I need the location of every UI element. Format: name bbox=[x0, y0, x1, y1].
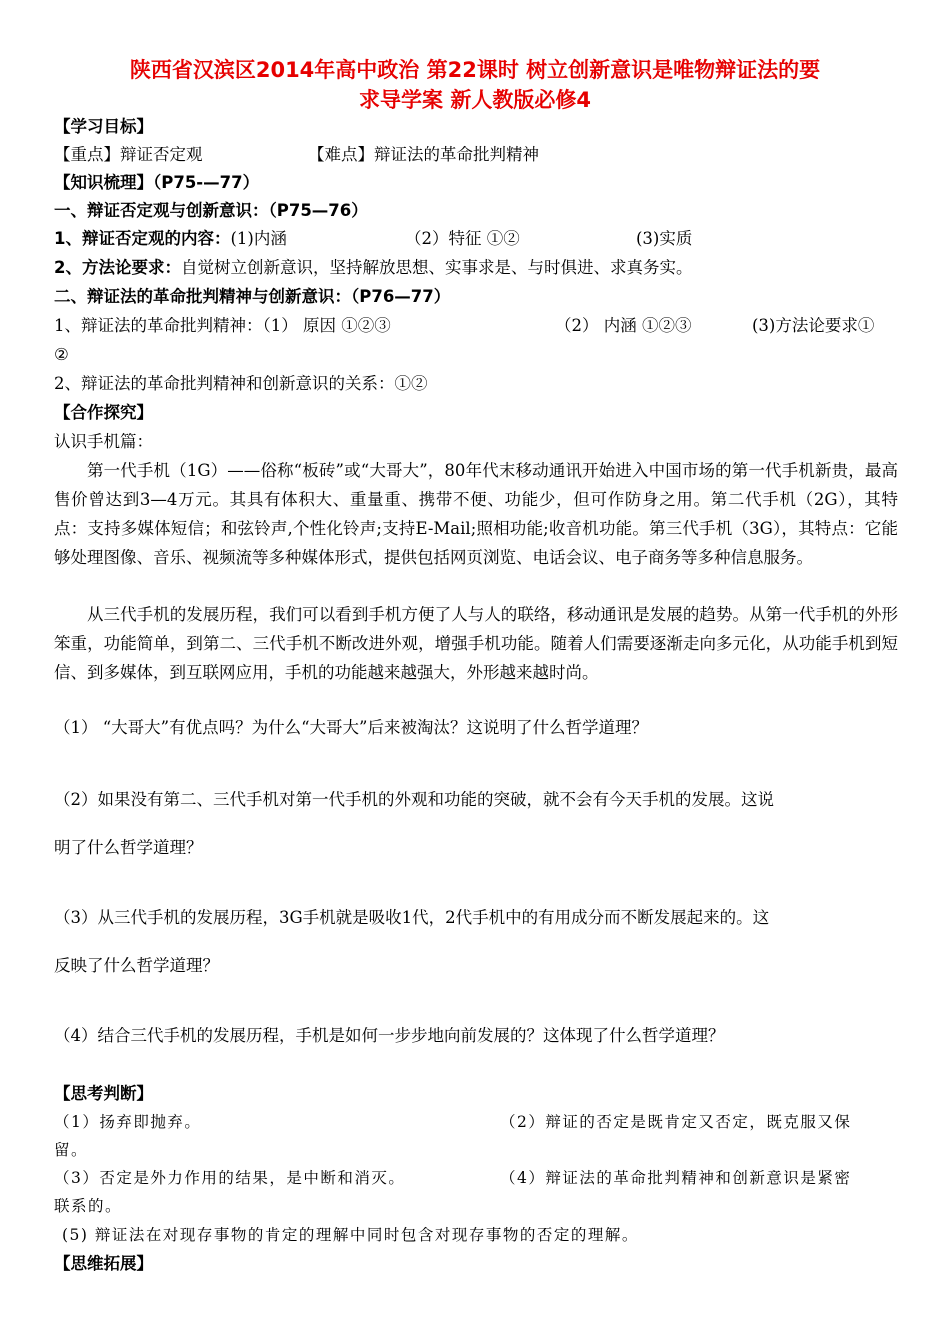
difficulty: 【难点】辩证法的革命批判精神 bbox=[308, 145, 539, 164]
s1-item2 bbox=[54, 256, 692, 280]
judge-item-5: (5) 辩证法在对现存事物的肯定的理解中同时包含对现存事物的否定的理解。 bbox=[62, 1226, 639, 1244]
phone-history-paragraph-1: 第一代手机（1G）——俗称“板砖”或“大哥大”，80年代末移动通讯开始进入中国市场的第一代手机新贵，最高售价曾达到3—4万元。其具有体积大、重量重、携带不便、功能少，但可作防身之用。第二代手机（2G），其特点：支持多媒体短信；和弦铃声,个性化铃声;支持E-Mail;照相功能;收音机功能。第三代手机（3G），其特点：它能够处理图像、音乐、视频流等多种媒体形式，提供包括网页浏览、电话会议、电子商务等多种信息服务。 bbox=[54, 461, 898, 567]
question-1: （1） “大哥大”有优点吗？为什么“大哥大”后来被淘汰？这说明了什么哲学道理？ bbox=[54, 718, 648, 737]
section2-heading: 二、辩证法的革命批判精神与创新意识：（P76—77） bbox=[54, 287, 451, 306]
s2-item1-b: （2） 内涵 ①②③ bbox=[555, 316, 692, 335]
cooperation-heading: 【合作探究】 bbox=[54, 403, 153, 422]
s1-item1-a: (1)内涵 bbox=[230, 229, 287, 248]
s2-item1-c: (3)方法论要求① bbox=[752, 316, 875, 335]
document-title-line2: 求导学案 新人教版必修4 bbox=[359, 88, 591, 112]
s1-item1-b: （2）特征 ①② bbox=[405, 229, 520, 248]
question-2-line1: （2）如果没有第二、三代手机对第一代手机的外观和功能的突破，就不会有今天手机的发展。这说 bbox=[54, 790, 774, 809]
question-2-line2: 明了什么哲学道理？ bbox=[54, 838, 203, 857]
extension-heading: 【思维拓展】 bbox=[54, 1254, 153, 1273]
question-3-line1: （3）从三代手机的发展历程，3G手机就是吸收1代，2代手机中的有用成分而不断发展起来的。这 bbox=[54, 908, 770, 927]
s2-item1-a: 1、辩证法的革命批判精神：（1） 原因 ①②③ bbox=[54, 316, 391, 335]
cooperation-intro: 认识手机篇： bbox=[54, 432, 153, 451]
judge-item-4-line2: 联系的。 bbox=[54, 1197, 123, 1215]
s1-item1-c: (3)实质 bbox=[636, 229, 693, 248]
document-title-line1: 陕西省汉滨区2014年高中政治 第22课时 树立创新意识是唯物辩证法的要 bbox=[129, 58, 821, 82]
question-4: （4）结合三代手机的发展历程，手机是如何一步步地向前发展的？这体现了什么哲学道理？ bbox=[54, 1026, 725, 1045]
section1-heading: 一、辩证否定观与创新意识：（P75—76） bbox=[54, 201, 368, 220]
knowledge-heading: 【知识梳理】（P75-—77） bbox=[54, 173, 260, 192]
s2-item2: 2、辩证法的革命批判精神和创新意识的关系：①② bbox=[54, 374, 428, 393]
judge-item-3: （3）否定是外力作用的结果，是中断和消灭。 bbox=[54, 1169, 406, 1187]
judge-item-2-line1: （2）辩证的否定是既肯定又否定，既克服又保 bbox=[500, 1113, 852, 1131]
s1-item2-text: 自觉树立创新意识，坚持解放思想、实事求是、与时俱进、求真务实。 bbox=[180, 258, 693, 277]
judge-heading: 【思考判断】 bbox=[54, 1084, 153, 1103]
s1-item1 bbox=[54, 227, 287, 251]
key-point: 【重点】辩证否定观 bbox=[54, 145, 203, 164]
s2-item1-d: ② bbox=[54, 345, 69, 364]
s1-item1-label: 1、辩证否定观的内容： bbox=[54, 229, 231, 248]
judge-item-1: （1）扬弃即抛弃。 bbox=[54, 1113, 202, 1131]
judge-item-4-line1: （4）辩证法的革命批判精神和创新意识是紧密 bbox=[500, 1169, 852, 1187]
study-goal-heading: 【学习目标】 bbox=[54, 117, 153, 136]
phone-history-paragraph-2: 从三代手机的发展历程，我们可以看到手机方便了人与人的联络，移动通讯是发展的趋势。从第一代手机的外形笨重，功能简单，到第二、三代手机不断改进外观，增强手机功能。随着人们需要逐渐走向多元化，从功能手机到短信、到多媒体，到互联网应用，手机的功能越来越强大，外形越来越时尚。 bbox=[54, 605, 898, 682]
s1-item2-label: 2、方法论要求： bbox=[54, 258, 181, 277]
judge-item-2-line2: 留。 bbox=[54, 1141, 89, 1159]
question-3-line2: 反映了什么哲学道理？ bbox=[54, 956, 219, 975]
